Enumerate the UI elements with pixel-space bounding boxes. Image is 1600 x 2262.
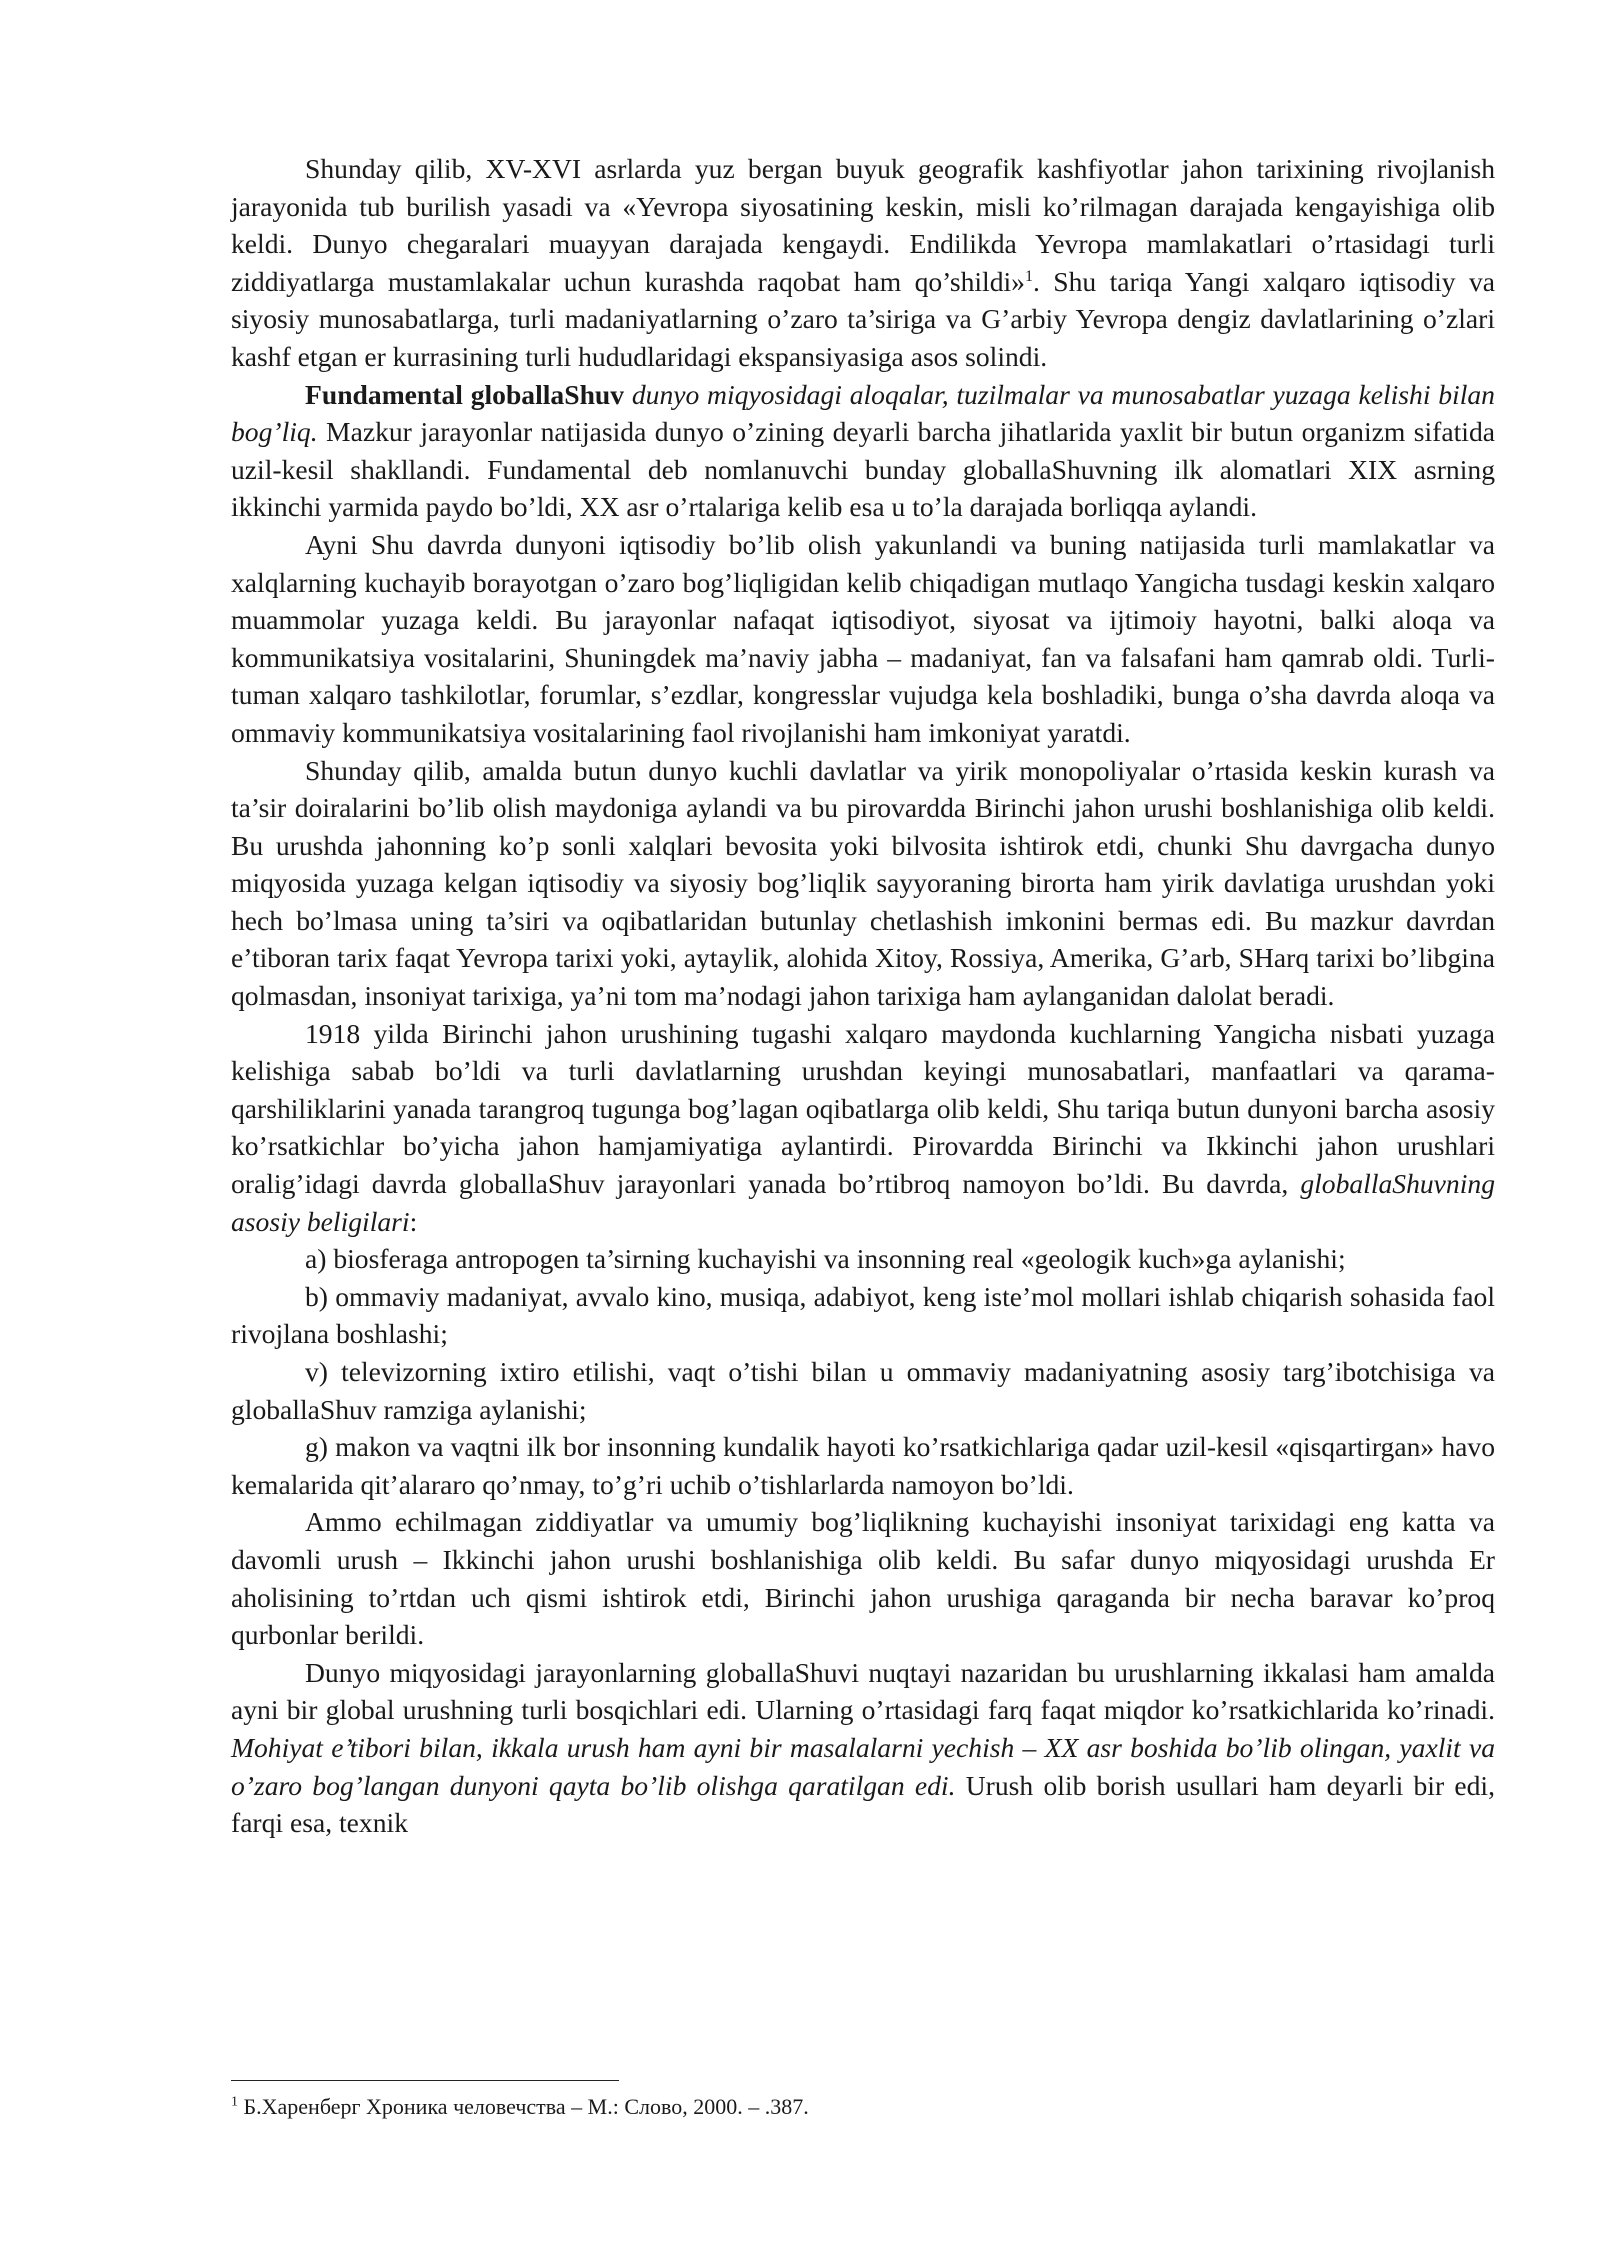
paragraph-5 [231,1015,1495,1241]
paragraph-7-tail: Urush olib borish usullari ham deyarli bir edi, farqi esa, texnik [231,1769,1495,1839]
footnote-separator [231,2080,619,2081]
paragraph-4: Shunday qilib, amalda butun dunyo kuchli davlatlar va yirik monopoliyalar o’rtasida keskin kurash va ta’sir doiralarini bo’lib olish maydoniga aylandi va bu pirovardda Birinchi jahon urushi boshlanishiga olib keldi. Bu urushda jahonning ko’p sonli xalqlari bevosita yoki bilvosita ishtirok etdi, chunki Shu davrgacha dunyo miqyosida yuzaga kelgan iqtisodiy va siyosiy bog’liqlik sayyoraning birorta ham yirik davlatiga urushdan yoki hech bo’lmasa uning ta’siri va oqibatlaridan butunlay chetlashish imkonini bermas edi. Bu mazkur davrdan e’tiboran tarix faqat Yevropa tarixi yoki, aytaylik, alohida Xitoy, Rossiya, Amerika, G’arb, SHarq tarixi bo’libgina qolmasdan, insoniyat tarixiga, ya’ni tom ma’nodagi jahon tarixiga ham aylanganidan dalolat beradi. [231,754,1495,1012]
list-item-b: b) ommaviy madaniyat, avvalo kino, musiqa, adabiyot, keng iste’mol mollari ishlab chiqarish sohasida faol rivojlana boshlashi; [231,1280,1495,1350]
paragraph-7-text: Dunyo miqyosidagi jarayonlarning globallaShuvi nuqtayi nazaridan bu urushlarning ikkalasi ham amalda ayni bir global urushning turli bosqichlari edi. Ularning o’rtasidagi farq faqat miqdor ko’rsatkichlarida ko’rinadi. [231,1656,1495,1726]
paragraph-5-text: 1918 yilda Birinchi jahon urushining tugashi xalqaro maydonda kuchlarning Yangicha nisbati yuzaga kelishiga sabab bo’ldi va turli davlatlarning urushdan keyingi munosabatlari, manfaatlari va qarama-qarshiliklarini yanada tarangroq tugunga bog’lagan oqibatlarga olib keldi, Shu tariqa butun dunyoni barcha asosiy ko’rsatkichlar bo’yicha jahon hamjamiyatiga aylantirdi. Pirovardda Birinchi va Ikkinchi jahon urushlari oralig’idagi davrda globallaShuv jarayonlari yanada bo’rtibroq namoyon bo’ldi. Bu davrda, [231,1017,1495,1200]
paragraph-7 [231,1654,1495,1842]
list-item-v: v) televizorning ixtiro etilishi, vaqt o’tishi bilan u ommaviy madaniyatning asosiy targ’ibotchisiga va globallaShuv ramziga aylanishi; [231,1356,1495,1425]
footnote-number: 1 [231,2094,238,2110]
document-body [231,150,1495,1842]
paragraph-1-text-b: . Shu tariqa Yangi xalqaro iqtisodiy va siyosiy munosabatlarga, turli madaniyatlarning o’zaro ta’siriga va G’arbiy Yevropa dengiz davlatlarining o’zlari kashf etgan er kurrasining turli hududlaridagi ekspansiyasiga asos solindi. [231,265,1495,372]
paragraph-5-italic: globallaShuvning asosiy beligilari [231,1168,1495,1237]
paragraph-5-tail: : [409,1205,418,1237]
paragraph-7-italic: Mohiyat e’tibori bilan, ikkala urush ham ayni bir masalalarni yechish – XX asr boshida bo’lib olingan, yaxlit va o’zaro bog’langan dunyoni qayta bo’lib olishga qaratilgan edi. [231,1731,1495,1801]
footnote-reference[interactable]: 1 [1024,267,1033,285]
list-item-a: a) biosferaga antropogen ta’sirning kuchayishi va insonning real «geologik kuch»ga aylanishi; [305,1243,1346,1275]
paragraph-2 [231,376,1495,526]
paragraph-1 [231,150,1495,376]
list-item-g: g) makon va vaqtni ilk bor insonning kundalik hayoti ko’rsatkichlariga qadar uzil-kesil «qisqartirgan» havo kemalarida qit’alararo qo’nmay, to’g’ri uchib o’tishlarlarda namoyon bo’ldi. [231,1431,1495,1500]
footnote [231,2092,1495,2122]
paragraph-2-text: Mazkur jarayonlar natijasida dunyo o’zining deyarli barcha jihatlarida yaxlit bir butun organizm sifatida uzil-kesil shakllandi. Fundamental deb nomlanuvchi bunday globallaShuvning ilk alomatlari XIX asrning ikkinchi yarmida paydo bo’ldi, XX asr o’rtalariga kelib esa u to’la darajada borliqqa aylandi. [231,416,1495,523]
footnote-text: Б.Харенберг Хроника человечства – М.: Слово, 2000. – .387. [238,2094,809,2119]
term-definition: dunyo miqyosidagi aloqalar, tuzilmalar va munosabatlar yuzaga kelishi bilan bog’liq. [231,378,1495,448]
paragraph-1-text-a: Shunday qilib, XV-XVI asrlarda yuz bergan buyuk geografik kashfiyotlar jahon tarixining rivojlanish jarayonida tub burilish yasadi va «Yevropa siyosatining keskin, misli ko’rilmagan darajada kengayishiga olib keldi. Dunyo chegaralari muayyan darajada kengaydi. Endilikda Yevropa mamlakatlari o’rtasidagi turli ziddiyatlarga mustamlakalar uchun kurashda raqobat ham qo’shildi» [231,153,1495,297]
paragraph-6: Ammo echilmagan ziddiyatlar va umumiy bog’liqlikning kuchayishi insoniyat tarixidagi eng katta va davomli urush – Ikkinchi jahon urushi boshlanishiga olib keldi. Bu safar dunyo miqyosidagi urushda Er aholisining to’rtdan uch qismi ishtirok etdi, Birinchi jahon urushiga qaraganda bir necha baravar ko’proq qurbonlar berildi. [231,1506,1495,1651]
paragraph-3: Ayni Shu davrda dunyoni iqtisodiy bo’lib olish yakunlandi va buning natijasida turli mamlakatlar va xalqlarning kuchayib borayotgan o’zaro bog’liqligidan kelib chiqadigan mutlaqo Yangicha tusdagi keskin xalqaro muammolar yuzaga keldi. Bu jarayonlar nafaqat iqtisodiyot, siyosat va ijtimoiy hayotni, balki aloqa va kommunikatsiya vositalarini, Shuningdek ma’naviy jabha – madaniyat, fan va falsafani ham qamrab oldi. Turli-tuman xalqaro tashkilotlar, forumlar, s’ezdlar, kongresslar vujudga kela boshladiki, bunga o’sha davrda aloqa va ommaviy kommunikatsiya vositalarining faol rivojlanishi ham imkoniyat yaratdi. [231,528,1495,748]
term-fundamental-globalization: Fundamental globallaShuv [305,378,625,410]
